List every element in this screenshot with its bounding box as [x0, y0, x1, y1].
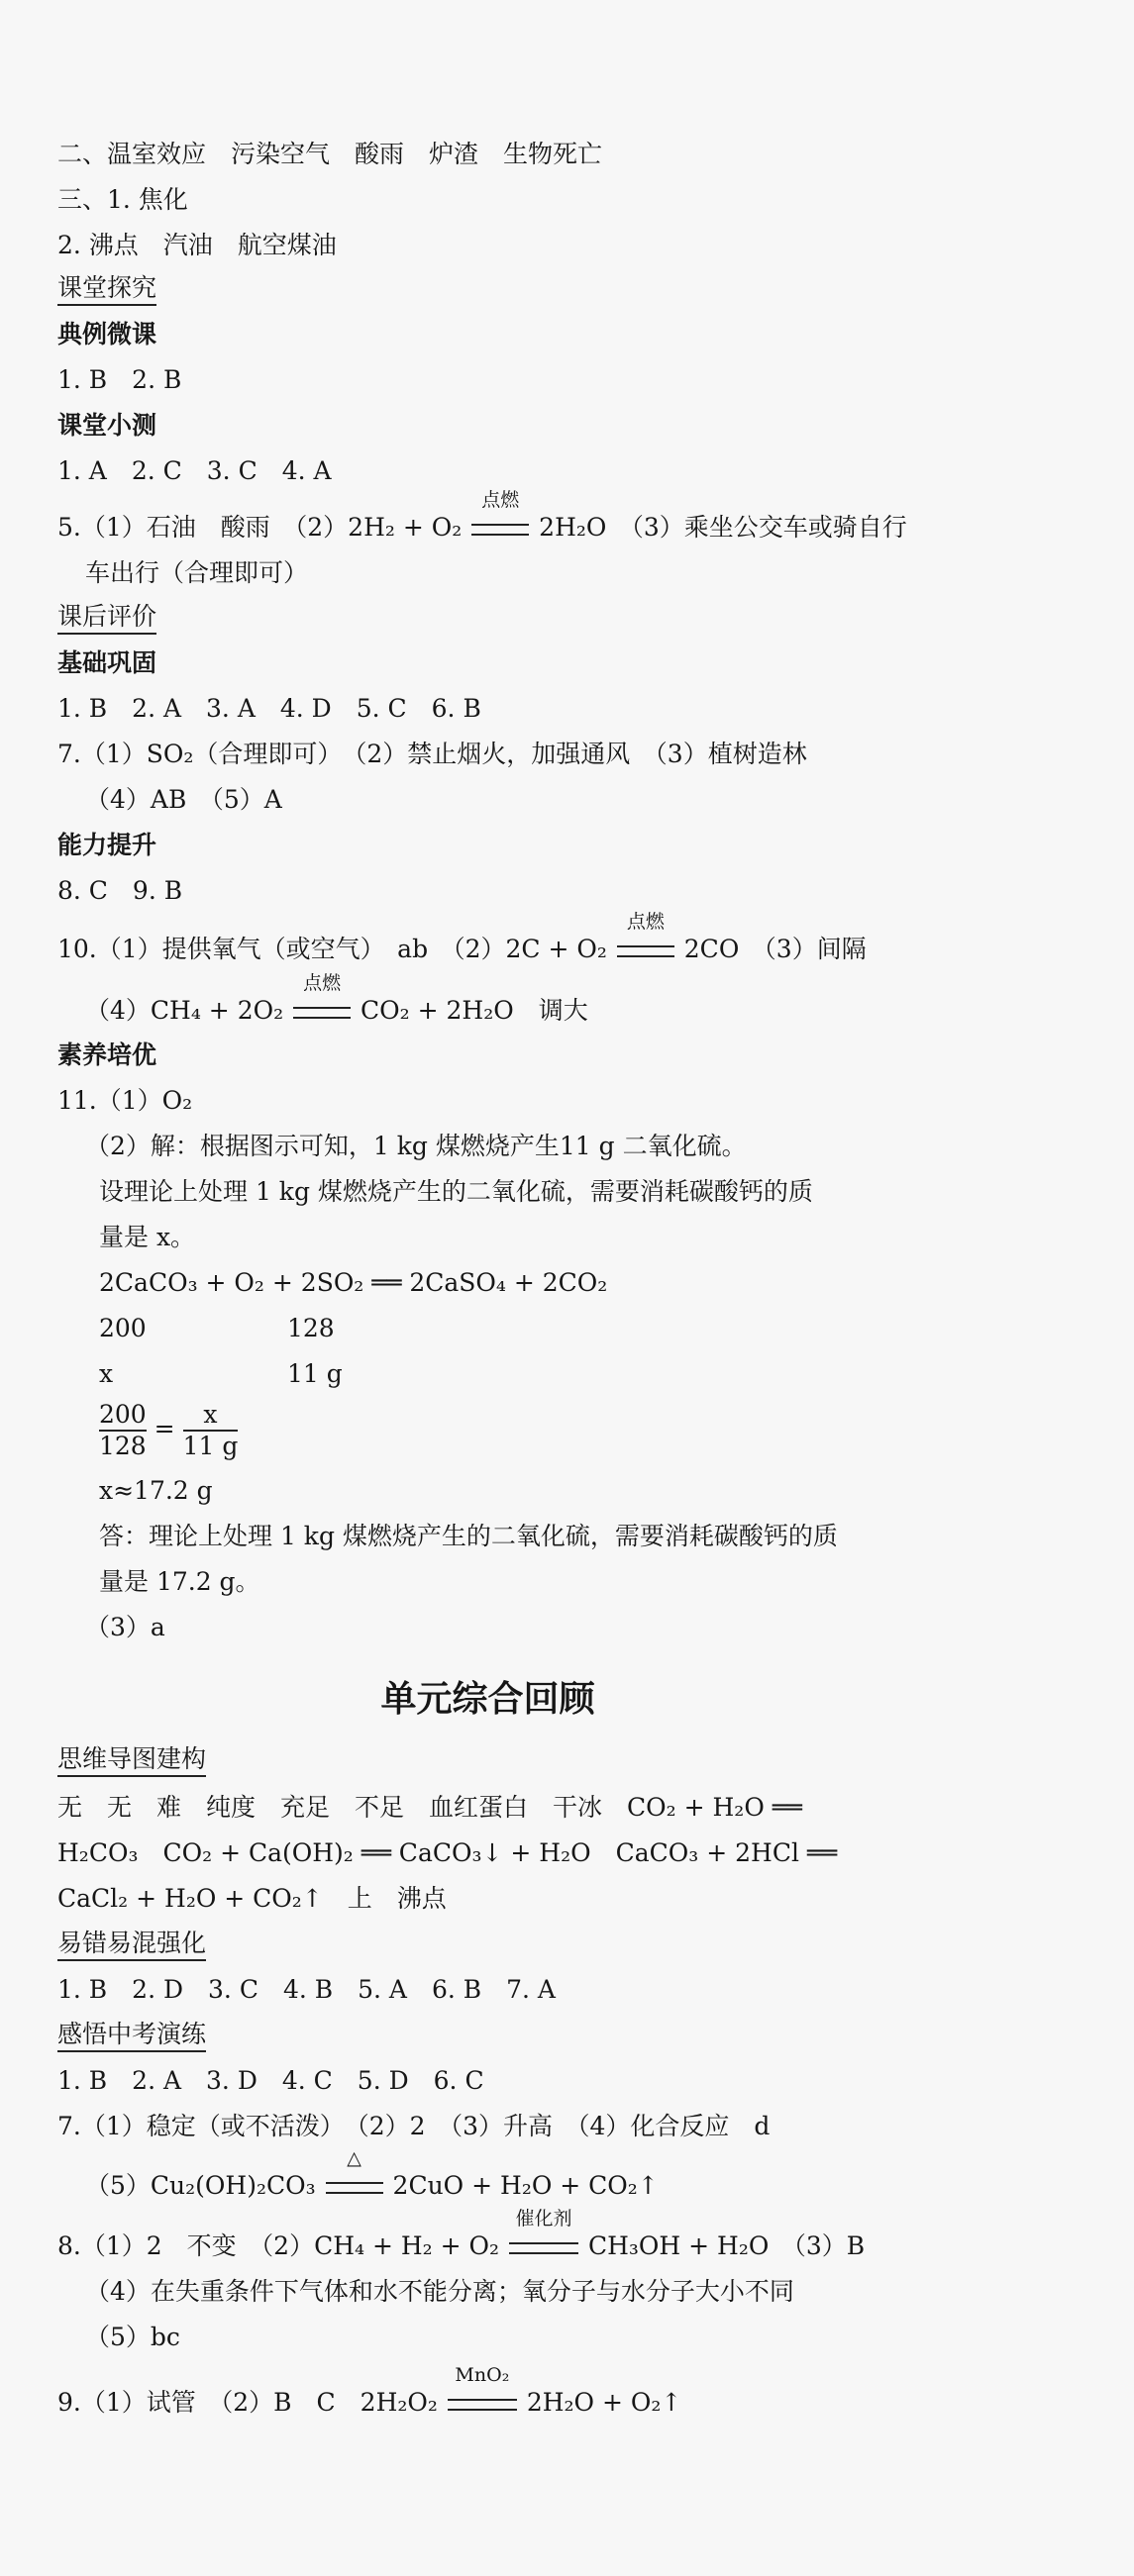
- section-heading: 课后评价: [57, 602, 156, 635]
- reaction-condition: [448, 2364, 517, 2419]
- fraction-numerator: 200: [99, 1400, 147, 1432]
- proportion-equation: $\frac{200}{128}$ = $\frac{x}{11 g}$: [99, 1400, 239, 1460]
- answer-line: 7.（1）稳定（或不活泼） （2）2 （3）升高 （4）化合反应 d: [57, 2112, 771, 2140]
- text-line: （3）a: [85, 1613, 165, 1641]
- condition-label: △: [347, 2147, 361, 2169]
- text-part: 2H₂O （3）乘坐公交车或骑自行: [539, 513, 907, 542]
- reaction-condition: [617, 911, 674, 965]
- text-line: 2. 沸点 汽油 航空煤油: [57, 231, 337, 259]
- text-line: 三、1. 焦化: [57, 185, 188, 214]
- text-line: （5）bc: [85, 2323, 180, 2351]
- answer-line: 1. B 2. A 3. D 4. C 5. D 6. C: [57, 2066, 484, 2095]
- section-heading: 思维导图建构: [57, 1744, 206, 1777]
- text-line: 设理论上处理 1 kg 煤燃烧产生的二氧化硫，需要消耗碳酸钙的质: [99, 1177, 813, 1206]
- answer-line: [85, 972, 588, 1027]
- fraction-numerator: x: [183, 1400, 239, 1432]
- text-part: 9.（1）试管 （2）B C 2H₂O₂: [57, 2388, 438, 2417]
- section-heading: 易错易混强化: [57, 1929, 206, 1961]
- condition-label: 催化剂: [515, 2208, 572, 2229]
- text-line: 量是 17.2 g。: [99, 1567, 260, 1596]
- subsection-heading: 素养培优: [57, 1040, 157, 1069]
- condition-label: MnO₂: [455, 2364, 510, 2386]
- reaction-condition: [293, 972, 351, 1027]
- text-line: （2）解：根据图示可知，1 kg 煤燃烧产生11 g 二氧化硫。: [85, 1132, 747, 1160]
- answer-line: [57, 911, 867, 965]
- ratio-value: 128: [287, 1314, 335, 1342]
- answer-line: 11.（1）O₂: [57, 1086, 193, 1115]
- page-title: 单元综合回顾: [380, 1679, 595, 1720]
- text-part: 8.（1）2 不变 （2）CH₄ + H₂ + O₂: [57, 2231, 500, 2260]
- reaction-condition: [471, 489, 529, 544]
- text-part: CO₂ + 2H₂O 调大: [361, 996, 588, 1025]
- text-line: 二、温室效应 污染空气 酸雨 炉渣 生物死亡: [57, 140, 603, 168]
- fraction-denominator: 11 g: [182, 1432, 239, 1460]
- subsection-heading: 能力提升: [57, 831, 157, 859]
- section-heading: 感悟中考演练: [57, 2020, 206, 2052]
- answer-line: [57, 2364, 682, 2419]
- text-line: 量是 x。: [99, 1223, 196, 1251]
- answer-line: [85, 2147, 659, 2202]
- condition-label: 点燃: [481, 489, 520, 511]
- text-part: （5）Cu₂(OH)₂CO₃: [85, 2171, 316, 2200]
- text-line: 答：理论上处理 1 kg 煤燃烧产生的二氧化硫，需要消耗碳酸钙的质: [99, 1522, 838, 1550]
- subsection-heading: 课堂小测: [57, 411, 157, 440]
- equation-line: 2CaCO₃ + O₂ + 2SO₂ ══ 2CaSO₄ + 2CO₂: [99, 1268, 608, 1297]
- answer-line: 7.（1）SO₂（合理即可） （2）禁止烟火，加强通风 （3）植树造林: [57, 740, 807, 768]
- text-line: H₂CO₃ CO₂ + Ca(OH)₂ ══ CaCO₃↓ + H₂O CaCO₃ + 2HCl ══: [57, 1838, 837, 1867]
- answer-line: [57, 2208, 866, 2262]
- text-line: CaCl₂ + H₂O + CO₂↑ 上 沸点: [57, 1884, 447, 1913]
- answer-line: [57, 489, 907, 544]
- text-part: CH₃OH + H₂O （3）B: [587, 2231, 866, 2260]
- answer-line: 1. A 2. C 3. C 4. A: [57, 456, 332, 485]
- answer-line: 8. C 9. B: [57, 876, 183, 905]
- ratio-value: x: [99, 1359, 114, 1388]
- answer-line: 1. B 2. D 3. C 4. B 5. A 6. B 7. A: [57, 1975, 556, 2004]
- text-part: （4）CH₄ + 2O₂: [85, 996, 284, 1025]
- section-heading: 课堂探究: [57, 273, 156, 306]
- text-line: （4）在失重条件下气体和水不能分离；氧分子与水分子大小不同: [85, 2277, 794, 2306]
- condition-label: 点燃: [303, 972, 342, 994]
- text-part: 2H₂O + O₂↑: [526, 2388, 682, 2417]
- text-part: 10.（1）提供氧气（或空气） ab （2）2C + O₂: [57, 935, 607, 963]
- reaction-condition: [326, 2147, 383, 2202]
- subsection-heading: 基础巩固: [57, 648, 157, 677]
- reaction-condition: [509, 2208, 578, 2262]
- ratio-value: 11 g: [287, 1359, 343, 1388]
- text-line: （4）AB （5）A: [85, 785, 282, 814]
- answer-line: 1. B 2. B: [57, 365, 182, 394]
- text-part: 2CO （3）间隔: [683, 935, 867, 963]
- answer-line: 1. B 2. A 3. A 4. D 5. C 6. B: [57, 694, 481, 723]
- subsection-heading: 典例微课: [57, 320, 157, 348]
- text-line: x≈17.2 g: [99, 1476, 213, 1505]
- condition-label: 点燃: [626, 911, 665, 933]
- fraction-denominator: 128: [99, 1432, 147, 1460]
- text-part: 2CuO + H₂O + CO₂↑: [392, 2171, 659, 2200]
- ratio-value: 200: [99, 1314, 147, 1342]
- text-line: 无 无 难 纯度 充足 不足 血红蛋白 干冰 CO₂ + H₂O ══: [57, 1793, 802, 1822]
- text-line: 车出行（合理即可）: [85, 558, 309, 587]
- text-part: 5.（1）石油 酸雨 （2）2H₂ + O₂: [57, 513, 463, 542]
